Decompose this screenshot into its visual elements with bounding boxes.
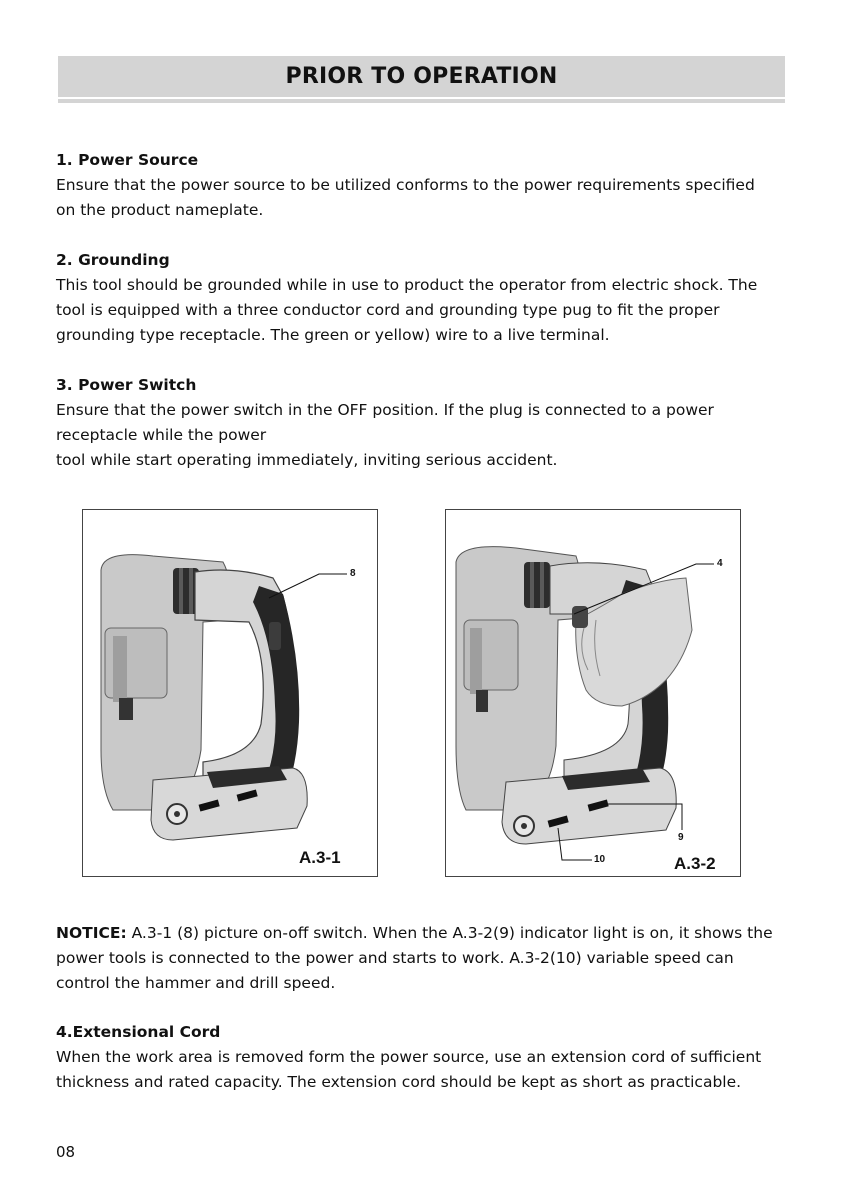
section-power-switch-text (56, 398, 786, 473)
text-line: Ensure that the power switch in the OFF position. If the plug is connected to a power (56, 401, 714, 419)
notice-block (56, 921, 786, 996)
notice-line (56, 921, 786, 946)
title-underline (58, 99, 785, 103)
text-line: Ensure that the power source to be utilized conforms to the power requirements specified (56, 176, 755, 194)
section-power-source-text (56, 173, 786, 223)
callout-indicator-number: 9 (678, 832, 684, 843)
text-line: on the product nameplate. (56, 201, 264, 219)
notice-line: control the hammer and drill speed. (56, 974, 336, 992)
figure-label: A.3-2 (674, 854, 716, 873)
page-number: 08 (56, 1143, 76, 1161)
notice-label: NOTICE: (56, 924, 127, 942)
text-line: receptacle while the power (56, 426, 267, 444)
figure-a3-1 (82, 509, 378, 877)
text-line: grounding type receptacle. The green or yellow) wire to a live terminal. (56, 326, 610, 344)
section-power-switch-heading: 3. Power Switch (56, 376, 197, 394)
drill-handle-illustration (83, 510, 378, 877)
section-extension-cord-text (56, 1045, 786, 1095)
page-title: PRIOR TO OPERATION (285, 64, 558, 89)
section-grounding-text (56, 273, 786, 348)
text-line: This tool should be grounded while in use to product the operator from electric shock. The (56, 276, 758, 294)
section-power-source-heading: 1. Power Source (56, 151, 199, 169)
drill-in-hand-illustration (446, 510, 741, 877)
text-line: thickness and rated capacity. The extension cord should be kept as short as practicable. (56, 1073, 742, 1091)
figure-a3-2 (445, 509, 741, 877)
text-line: tool while start operating immediately, inviting serious accident. (56, 451, 558, 469)
section-extension-cord-heading: 4.Extensional Cord (56, 1023, 221, 1041)
section-grounding-heading: 2. Grounding (56, 251, 170, 269)
notice-line: power tools is connected to the power and starts to work. A.3-2(10) variable speed can (56, 949, 734, 967)
callout-top-number: 4 (717, 558, 723, 569)
text-line: tool is equipped with a three conductor cord and grounding type pug to fit the proper (56, 301, 720, 319)
title-banner (58, 56, 785, 97)
callout-switch-number: 8 (350, 568, 356, 579)
notice-text: A.3-1 (8) picture on-off switch. When the A.3-2(9) indicator light is on, it shows the (126, 924, 773, 942)
text-line: When the work area is removed form the power source, use an extension cord of sufficient (56, 1048, 762, 1066)
figure-label: A.3-1 (299, 848, 341, 867)
callout-speed-number: 10 (594, 854, 606, 865)
